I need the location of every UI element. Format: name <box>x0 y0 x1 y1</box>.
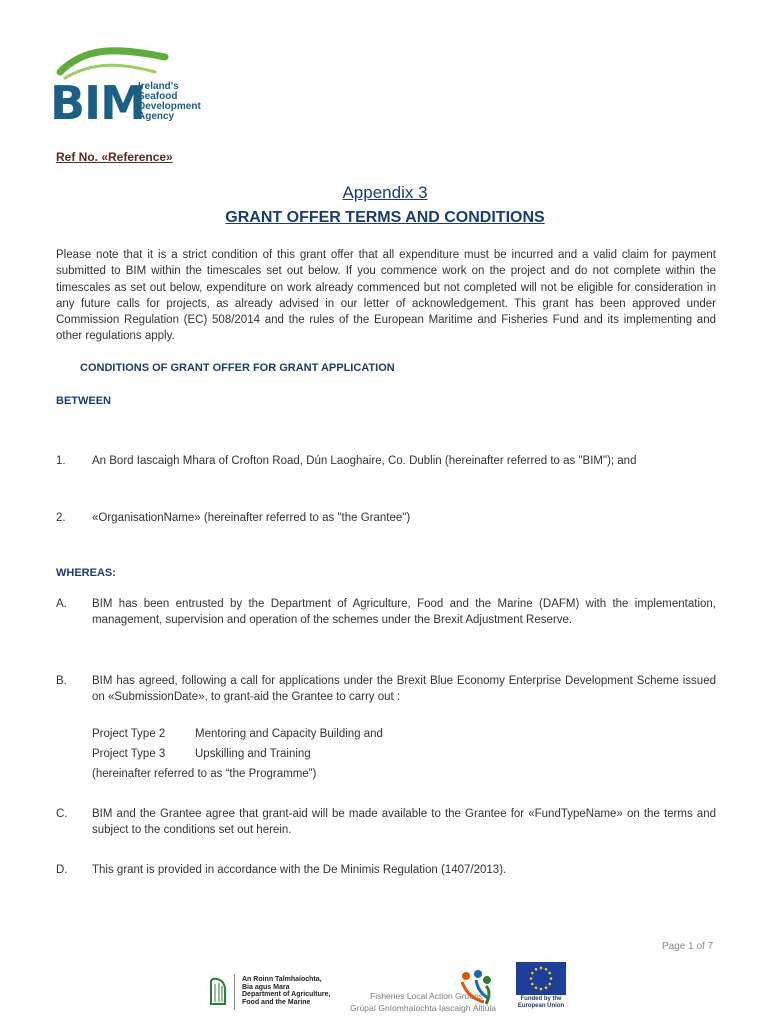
appendix-title: Appendix 3 <box>342 183 428 202</box>
flag-figures-icon <box>456 968 496 1008</box>
party-text: An Bord Iascaigh Mhara of Crofton Road, Dún Laoghaire, Co. Dublin (hereinafter referred to as "BIM"); and <box>92 455 637 467</box>
page-number: Page 1 of 7 <box>662 941 714 952</box>
project-type-label: Project Type 3 <box>92 748 166 760</box>
conditions-heading: CONDITIONS OF GRANT OFFER FOR GRANT APPLICATION <box>80 362 395 374</box>
dept-divider <box>234 974 235 1010</box>
reference-line: Ref No. «Reference» <box>56 150 173 164</box>
recital-text: This grant is provided in accordance with the De Minimis Regulation (1407/2013). <box>92 864 507 876</box>
recital-letter: B. <box>56 675 67 687</box>
logo-tagline: Ireland's Seafood Development Agency <box>138 81 201 122</box>
project-type-label: Project Type 2 <box>92 728 166 740</box>
recital-text: BIM has been entrusted by the Department of Agriculture, Food and the Marine (DAFM) with the implementation, management, supervision and operation of the schemes under the Brexit Adjustment Reserve. <box>92 598 716 627</box>
dept-agriculture-logo: An Roinn Talmhaíochta, Bia agus Mara Department of Agriculture, Food and the Marine <box>242 976 331 1006</box>
recital-text: BIM and the Grantee agree that grant-aid will be made available to the Grantee for «FundTypeName» on the terms and subject to the conditions set out herein. <box>92 808 716 837</box>
eu-flag-icon <box>516 962 566 995</box>
whereas-heading: WHEREAS: <box>56 567 116 579</box>
eu-funding-caption: Funded by the European Union <box>517 996 565 1009</box>
harp-icon <box>207 976 229 1008</box>
recital-letter: A. <box>56 598 67 610</box>
project-type-desc: Mentoring and Capacity Building and <box>195 728 383 740</box>
recital-letter: D. <box>56 864 68 876</box>
flag-logo: Fisheries Local Action Groups Grúpaí Gníomhaíochta Iascaigh Áitiúla <box>350 991 496 1013</box>
programme-note: (hereinafter referred to as “the Programme”) <box>92 768 317 780</box>
recital-text: BIM has agreed, following a call for applications under the Brexit Blue Economy Enterprise Development Scheme issued on «SubmissionDate», to grant-aid the Grantee to carry out : <box>92 675 716 704</box>
recital-letter: C. <box>56 808 68 820</box>
page-title: GRANT OFFER TERMS AND CONDITIONS <box>225 209 545 226</box>
party-text: «OrganisationName» (hereinafter referred to as "the Grantee") <box>92 512 411 524</box>
project-type-desc: Upskilling and Training <box>195 748 311 760</box>
logo-wordmark: BIM <box>50 76 145 130</box>
between-heading: BETWEEN <box>56 395 111 407</box>
intro-paragraph: Please note that it is a strict condition of this grant offer that all expenditure must be incurred and a valid claim for payment submitted to BIM within the timescales set out below. If you commence work on the project and do not complete within the timescales as set out below, expenditure on work already commenced but not completed will not be eligible for consideration in any future calls for projects, as already advised in our letter of acknowledgement. This grant has been approved under Commission Regulation (EC) 508/2014 and the rules of the European Maritime and Fisheries Fund and its implementing and other regulations apply. <box>56 249 716 343</box>
party-number: 1. <box>56 455 66 467</box>
party-number: 2. <box>56 512 66 524</box>
